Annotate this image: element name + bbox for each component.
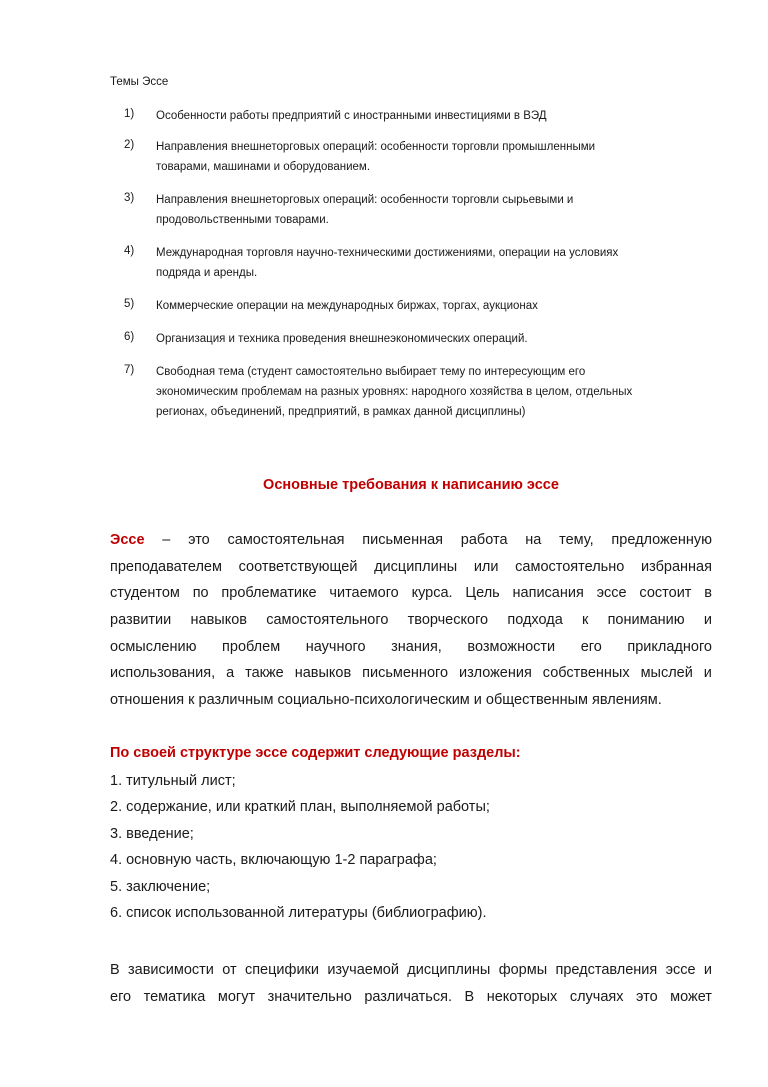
topic-line: Направления внешнеторговых операций: особенности торговли сырьевыми и: [156, 194, 574, 206]
paragraph-line: преподавателем соответствующей дисциплины или самостоятельно избранная: [110, 558, 712, 575]
topic-line: регионах, объединений, предприятий, в рамках данной дисциплины): [156, 406, 526, 418]
paragraph-line: развитии навыков самостоятельного творческого подхода к пониманию и: [110, 612, 712, 629]
paragraph-line: использования, а также навыков письменного изложения собственных мыслей и: [110, 665, 712, 682]
topic-line: продовольственными товарами.: [156, 214, 329, 226]
topic-item: [124, 108, 714, 128]
structure-item: 6. список использованной литературы (библиографию).: [110, 904, 487, 921]
topic-number: 5): [124, 298, 135, 310]
structure-item: 4. основную часть, включающую 1-2 параграфа;: [110, 852, 437, 869]
definition-paragraph: [110, 530, 712, 717]
topic-item: [124, 245, 714, 285]
topic-line: Коммерческие операции на международных биржах, торгах, аукционах: [156, 300, 538, 312]
definition-term: Эссе: [110, 532, 145, 548]
topic-item: [124, 331, 714, 351]
topic-number: 7): [124, 364, 135, 376]
topic-line: подряда и аренды.: [156, 267, 258, 279]
topic-line: Свободная тема (студент самостоятельно выбирает тему по интересующим его: [156, 366, 586, 378]
paragraph-line: В зависимости от специфики изучаемой дисциплины формы представления эссе и: [110, 962, 712, 978]
topic-item: [124, 298, 714, 318]
structure-item: 3. введение;: [110, 825, 194, 842]
paragraph-line: осмыслению проблем научного знания, возможности его прикладного: [110, 638, 712, 655]
structure-item: 1. титульный лист;: [110, 773, 236, 789]
paragraph-line: Эссе – это самостоятельная письменная работа на тему, предложенную: [110, 530, 712, 557]
topic-number: 2): [124, 139, 135, 151]
topic-line: Международная торговля научно-техническими достижениями, операции на условиях: [156, 247, 619, 259]
topic-item: [124, 192, 714, 232]
paragraph-line: его тематика могут значительно различаться. В некоторых случаях это может: [110, 988, 712, 1005]
topic-line: Особенности работы предприятий с иностранными инвестициями в ВЭД: [156, 110, 547, 122]
topic-number: 1): [124, 108, 135, 120]
topic-item: [124, 139, 714, 179]
structure-list: [110, 772, 490, 930]
paragraph-line: отношения к различным социально-психологическим и общественным явлениям.: [110, 692, 662, 709]
paragraph-line: студентом по проблематике читаемого курса. Цель написания эссе состоит в: [110, 585, 712, 602]
topics-title: Темы Эссе: [110, 76, 169, 88]
topic-number: 4): [124, 245, 135, 257]
topic-line: Организация и техника проведения внешнеэкономических операций.: [156, 333, 528, 345]
topic-number: 6): [124, 331, 135, 343]
structure-item: 5. заключение;: [110, 878, 211, 895]
topic-line: товарами, машинами и оборудованием.: [156, 161, 371, 173]
closing-paragraph: [110, 960, 712, 1013]
topic-item: [124, 364, 714, 424]
requirements-heading: Основные требования к написанию эссе: [263, 477, 559, 493]
topic-line: Направления внешнеторговых операций: особенности торговли промышленными: [156, 141, 596, 153]
structure-title: По своей структуре эссе содержит следующие разделы:: [110, 745, 521, 761]
topic-number: 3): [124, 192, 135, 204]
structure-item: 2. содержание, или краткий план, выполняемой работы;: [110, 799, 490, 816]
topic-line: экономическим проблемам на разных уровнях: народного хозяйства в целом, отдельных: [156, 386, 633, 398]
